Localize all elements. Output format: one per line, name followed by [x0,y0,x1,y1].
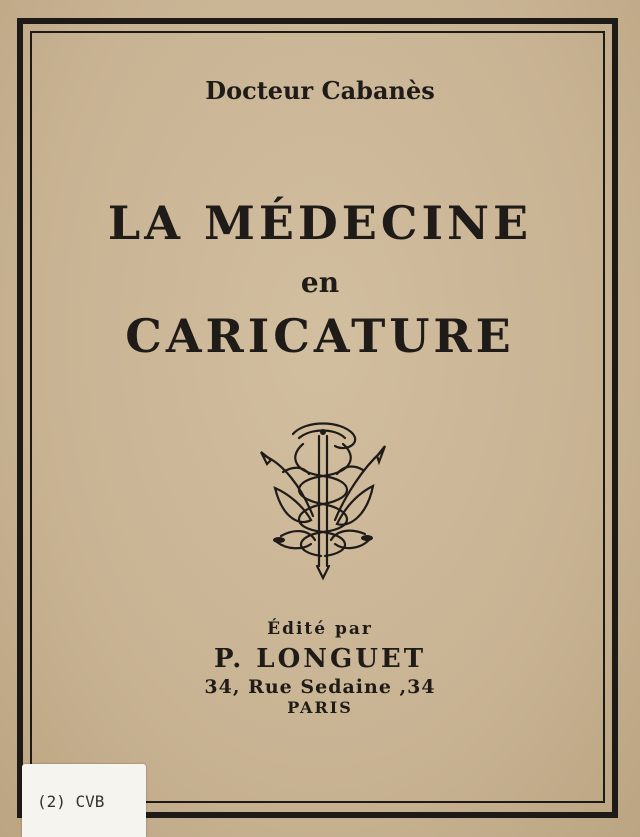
title-line-3: CARICATURE [125,309,515,363]
publisher-name: P. LONGUET [213,644,427,674]
edited-by-label: Édité par [267,619,373,639]
title-line-2: en [300,266,340,299]
author-name: Docteur Cabanès [205,76,435,105]
caduceus-emblem-icon [253,416,393,584]
title-line-1: LA MÉDECINE [107,196,533,250]
library-sticker-text: (2) CVB [37,792,105,811]
publisher-city: PARIS [287,698,353,717]
publisher-address: 34, Rue Sedaine ,34 [204,676,436,698]
